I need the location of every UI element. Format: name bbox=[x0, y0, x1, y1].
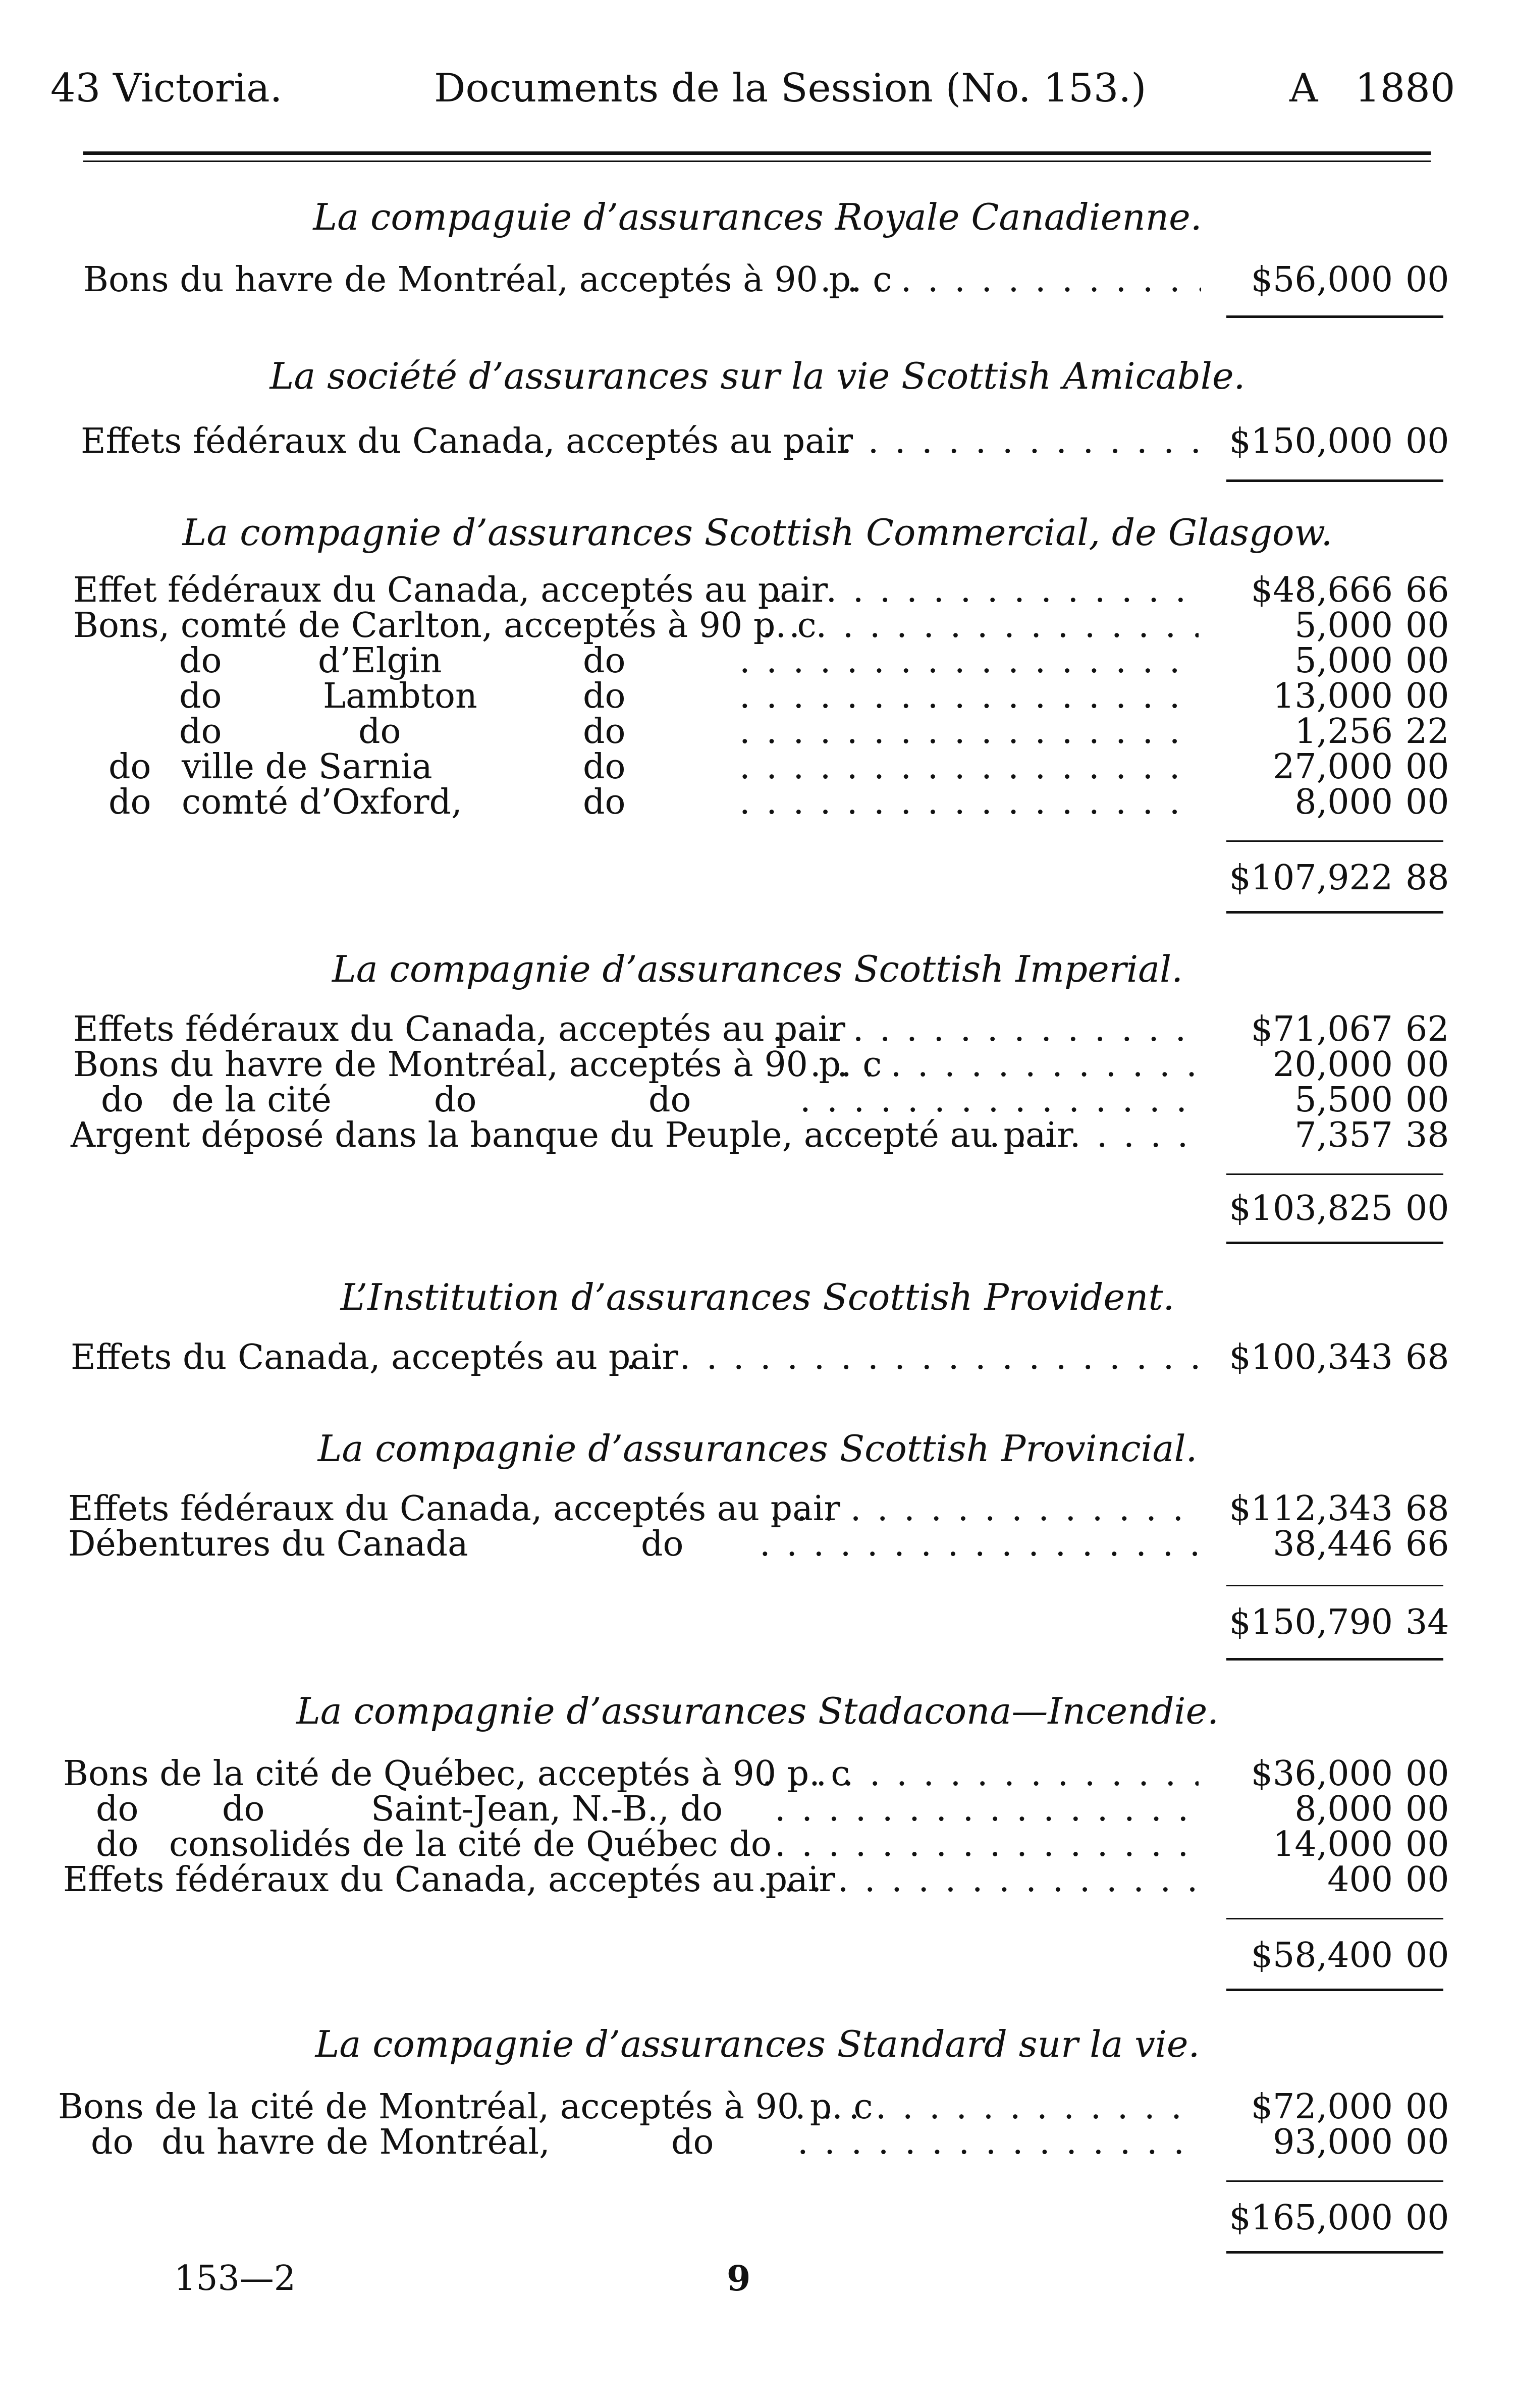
table-row bbox=[0, 1045, 1515, 1085]
row-cents: 00 bbox=[1405, 641, 1449, 681]
leader-dots bbox=[739, 747, 1199, 787]
section-title: La compagnie d’assurances Scottish Provincial. bbox=[317, 1427, 1198, 1470]
header-series-letter: A bbox=[1289, 66, 1318, 111]
row-ditto: do bbox=[91, 2122, 134, 2162]
table-row bbox=[0, 1789, 1515, 1830]
row-amount: 38,446 bbox=[1273, 1524, 1393, 1564]
row-label: de la cité bbox=[172, 1080, 332, 1120]
leader-dots bbox=[800, 1080, 1199, 1120]
row-ditto: do bbox=[179, 641, 222, 681]
row-amount: 5,500 bbox=[1294, 1080, 1393, 1120]
row-label: consolidés de la cité de Québec do bbox=[169, 1825, 772, 1864]
row-amount: $72,000 bbox=[1251, 2087, 1393, 2127]
table-row bbox=[0, 1754, 1515, 1794]
page-number: 9 bbox=[727, 2259, 751, 2299]
row-amount: 14,000 bbox=[1273, 1825, 1393, 1864]
row-ditto: do bbox=[434, 1080, 477, 1120]
table-row bbox=[0, 421, 1515, 462]
table-row bbox=[0, 1115, 1515, 1156]
leader-dots bbox=[760, 1524, 1199, 1565]
subtotal-rule bbox=[1226, 840, 1443, 842]
row-ditto: do bbox=[96, 1825, 139, 1864]
row-label: Débentures du Canada bbox=[68, 1524, 468, 1564]
section-title: L’Institution d’assurances Scottish Provident. bbox=[340, 1276, 1175, 1318]
row-label: Bons du havre de Montréal, acceptés à 90 p. c bbox=[73, 1045, 882, 1085]
row-cents: 00 bbox=[1405, 1045, 1449, 1085]
subtotal-rule bbox=[1226, 1585, 1443, 1586]
row-cents: 00 bbox=[1405, 1860, 1449, 1900]
row-ditto: do bbox=[583, 712, 626, 752]
row-amount: $150,000 bbox=[1229, 421, 1393, 461]
row-cents: 00 bbox=[1405, 747, 1449, 787]
table-row bbox=[0, 712, 1515, 752]
leader-dots bbox=[626, 1337, 1199, 1378]
leader-dots bbox=[757, 1860, 1199, 1900]
row-label: du havre de Montréal, bbox=[161, 2122, 550, 2162]
row-amount: 5,000 bbox=[1294, 641, 1393, 681]
section-title: La compagnie d’assurances Stadacona—Incendie. bbox=[296, 1690, 1219, 1732]
header-rule-thick bbox=[83, 151, 1431, 155]
row-cents: 66 bbox=[1405, 1524, 1449, 1564]
leader-dots bbox=[775, 1789, 1199, 1830]
leader-dots bbox=[739, 712, 1199, 752]
row-amount: 27,000 bbox=[1273, 747, 1393, 787]
row-amount: 8,000 bbox=[1294, 1789, 1393, 1829]
row-label: Bons, comté de Carlton, acceptés à 90 p. c bbox=[73, 606, 817, 646]
header-session-year: 43 Victoria. bbox=[50, 66, 283, 111]
row-cents: 00 bbox=[1405, 421, 1449, 461]
row-cents: 68 bbox=[1405, 1489, 1449, 1529]
row-amount: 400 bbox=[1327, 1860, 1393, 1900]
row-ditto: do bbox=[583, 641, 626, 681]
row-cents: 22 bbox=[1405, 712, 1449, 752]
row-label: comté d’Oxford, bbox=[182, 782, 462, 822]
row-label: Effets fédéraux du Canada, acceptés au pair bbox=[68, 1489, 840, 1529]
section-rule bbox=[1226, 1658, 1443, 1661]
row-ditto: do bbox=[96, 1789, 139, 1829]
row-cents: 00 bbox=[1405, 606, 1449, 646]
row-cents: 00 bbox=[1405, 1789, 1449, 1829]
row-label: Lambton bbox=[323, 676, 477, 716]
row-label: Effets du Canada, acceptés au pair bbox=[71, 1337, 679, 1377]
row-label: Effet fédéraux du Canada, acceptés au pair bbox=[73, 570, 828, 610]
row-cents: 62 bbox=[1405, 1009, 1449, 1049]
section-title: La société d’assurances sur la vie Scottish Amicable. bbox=[269, 355, 1246, 397]
row-cents: 00 bbox=[1405, 2122, 1449, 2162]
row-cents: 00 bbox=[1405, 1825, 1449, 1864]
leader-dots bbox=[795, 2087, 1199, 2127]
page-header bbox=[0, 61, 1515, 116]
total-amount: $107,922 bbox=[1229, 858, 1393, 898]
table-row bbox=[0, 570, 1515, 611]
page-footer bbox=[0, 2256, 1515, 2302]
row-amount: $48,666 bbox=[1251, 570, 1393, 610]
table-row bbox=[0, 641, 1515, 681]
header-rule-thin bbox=[83, 160, 1431, 162]
row-ditto: do bbox=[671, 2122, 714, 2162]
leader-dots bbox=[797, 2122, 1199, 2163]
header-document-title: Documents de la Session (No. 153.) bbox=[434, 66, 1147, 111]
table-row bbox=[0, 1860, 1515, 1900]
section-rule bbox=[1226, 2251, 1443, 2254]
leader-dots bbox=[772, 1009, 1199, 1050]
row-ditto: do bbox=[583, 747, 626, 787]
section-title: La compaguie d’assurances Royale Canadienne. bbox=[313, 196, 1202, 238]
table-row bbox=[0, 606, 1515, 646]
section-total bbox=[0, 1602, 1515, 1643]
section-title: La compagnie d’assurances Scottish Commercial, de Glasgow. bbox=[182, 511, 1333, 554]
section-rule bbox=[1226, 1242, 1443, 1244]
total-amount: $165,000 bbox=[1229, 2198, 1393, 2238]
table-row bbox=[0, 2087, 1515, 2127]
total-cents: 88 bbox=[1405, 858, 1449, 898]
table-row bbox=[0, 1825, 1515, 1865]
section-title: La compagnie d’assurances Standard sur la vie. bbox=[315, 2023, 1200, 2065]
row-label: ville de Sarnia bbox=[182, 747, 432, 787]
row-label: Effets fédéraux du Canada, acceptés au pair bbox=[63, 1860, 835, 1900]
table-row bbox=[0, 676, 1515, 717]
row-ditto: do bbox=[101, 1080, 144, 1120]
leader-dots bbox=[820, 260, 1201, 300]
section-total bbox=[0, 1936, 1515, 1976]
table-row bbox=[0, 260, 1515, 300]
table-row bbox=[0, 747, 1515, 787]
row-amount: $71,067 bbox=[1251, 1009, 1393, 1049]
footer-sheet-number: 153—2 bbox=[174, 2259, 296, 2298]
section-rule bbox=[1226, 479, 1443, 482]
leader-dots bbox=[739, 782, 1199, 823]
row-cents: 00 bbox=[1405, 1754, 1449, 1794]
row-ditto: do bbox=[641, 1524, 684, 1564]
row-amount: 20,000 bbox=[1273, 1045, 1393, 1085]
row-label: Effets fédéraux du Canada, acceptés au pair bbox=[81, 421, 853, 461]
total-cents: 00 bbox=[1405, 1936, 1449, 1975]
leader-dots bbox=[762, 1754, 1199, 1794]
row-label: Argent déposé dans la banque du Peuple, accepté au pair bbox=[71, 1115, 1073, 1155]
row-amount: $36,000 bbox=[1251, 1754, 1393, 1794]
total-amount: $103,825 bbox=[1229, 1189, 1393, 1228]
row-cents: 00 bbox=[1405, 676, 1449, 716]
total-cents: 34 bbox=[1405, 1602, 1449, 1642]
row-cents: 00 bbox=[1405, 2087, 1449, 2127]
leader-dots bbox=[787, 421, 1199, 462]
section-rule bbox=[1226, 911, 1443, 914]
row-amount: 7,357 bbox=[1294, 1115, 1393, 1155]
row-ditto: do bbox=[358, 712, 401, 752]
row-cents: 68 bbox=[1405, 1337, 1449, 1377]
row-amount: $112,343 bbox=[1229, 1489, 1393, 1529]
leader-dots bbox=[989, 1115, 1199, 1156]
table-row bbox=[0, 1337, 1515, 1378]
row-label: Effets fédéraux du Canada, acceptés au pair bbox=[73, 1009, 845, 1049]
table-row bbox=[0, 2122, 1515, 2163]
row-ditto: do bbox=[648, 1080, 691, 1120]
section-rule bbox=[1226, 315, 1443, 318]
section-total bbox=[0, 1189, 1515, 1229]
row-cents: 00 bbox=[1405, 260, 1449, 300]
subtotal-rule bbox=[1226, 2180, 1443, 2182]
row-cents: 66 bbox=[1405, 570, 1449, 610]
row-ditto: do bbox=[109, 747, 151, 787]
row-amount: 5,000 bbox=[1294, 606, 1393, 646]
subtotal-rule bbox=[1226, 1918, 1443, 1919]
row-label: d’Elgin bbox=[318, 641, 442, 681]
row-cents: 38 bbox=[1405, 1115, 1449, 1155]
leader-dots bbox=[772, 570, 1199, 611]
row-label: Bons du havre de Montréal, acceptés à 90 p. c bbox=[83, 260, 892, 300]
total-cents: 00 bbox=[1405, 1189, 1449, 1228]
row-ditto: do bbox=[583, 782, 626, 822]
table-row bbox=[0, 1489, 1515, 1529]
section-total bbox=[0, 858, 1515, 898]
leader-dots bbox=[739, 641, 1199, 681]
header-year: 1880 bbox=[1355, 66, 1455, 111]
row-ditto: do bbox=[179, 676, 222, 716]
row-ditto: do bbox=[222, 1789, 265, 1829]
row-amount: $56,000 bbox=[1251, 260, 1393, 300]
subtotal-rule bbox=[1226, 1173, 1443, 1175]
total-amount: $58,400 bbox=[1251, 1936, 1393, 1975]
table-row bbox=[0, 1009, 1515, 1050]
row-ditto: do bbox=[109, 782, 151, 822]
leader-dots bbox=[762, 606, 1199, 646]
table-row bbox=[0, 1080, 1515, 1120]
section-rule bbox=[1226, 1989, 1443, 1991]
section-title: La compagnie d’assurances Scottish Imperial. bbox=[332, 948, 1183, 990]
row-amount: 13,000 bbox=[1273, 676, 1393, 716]
row-cents: 00 bbox=[1405, 1080, 1449, 1120]
row-amount: $100,343 bbox=[1229, 1337, 1393, 1377]
table-row bbox=[0, 782, 1515, 823]
leader-dots bbox=[770, 1489, 1199, 1529]
leader-dots bbox=[775, 1825, 1199, 1865]
row-ditto: do bbox=[179, 712, 222, 752]
total-cents: 00 bbox=[1405, 2198, 1449, 2238]
leader-dots bbox=[810, 1045, 1199, 1085]
row-amount: 1,256 bbox=[1294, 712, 1393, 752]
leader-dots bbox=[739, 676, 1199, 717]
row-label: Bons de la cité de Québec, acceptés à 90 p. c bbox=[63, 1754, 850, 1794]
row-ditto: do bbox=[583, 676, 626, 716]
section-total bbox=[0, 2198, 1515, 2238]
total-amount: $150,790 bbox=[1229, 1602, 1393, 1642]
table-row bbox=[0, 1524, 1515, 1565]
row-amount: 93,000 bbox=[1273, 2122, 1393, 2162]
row-label: Bons de la cité de Montréal, acceptés à 90 p. c bbox=[58, 2087, 873, 2127]
row-label: Saint-Jean, N.-B., do bbox=[371, 1789, 723, 1829]
row-amount: 8,000 bbox=[1294, 782, 1393, 822]
row-cents: 00 bbox=[1405, 782, 1449, 822]
